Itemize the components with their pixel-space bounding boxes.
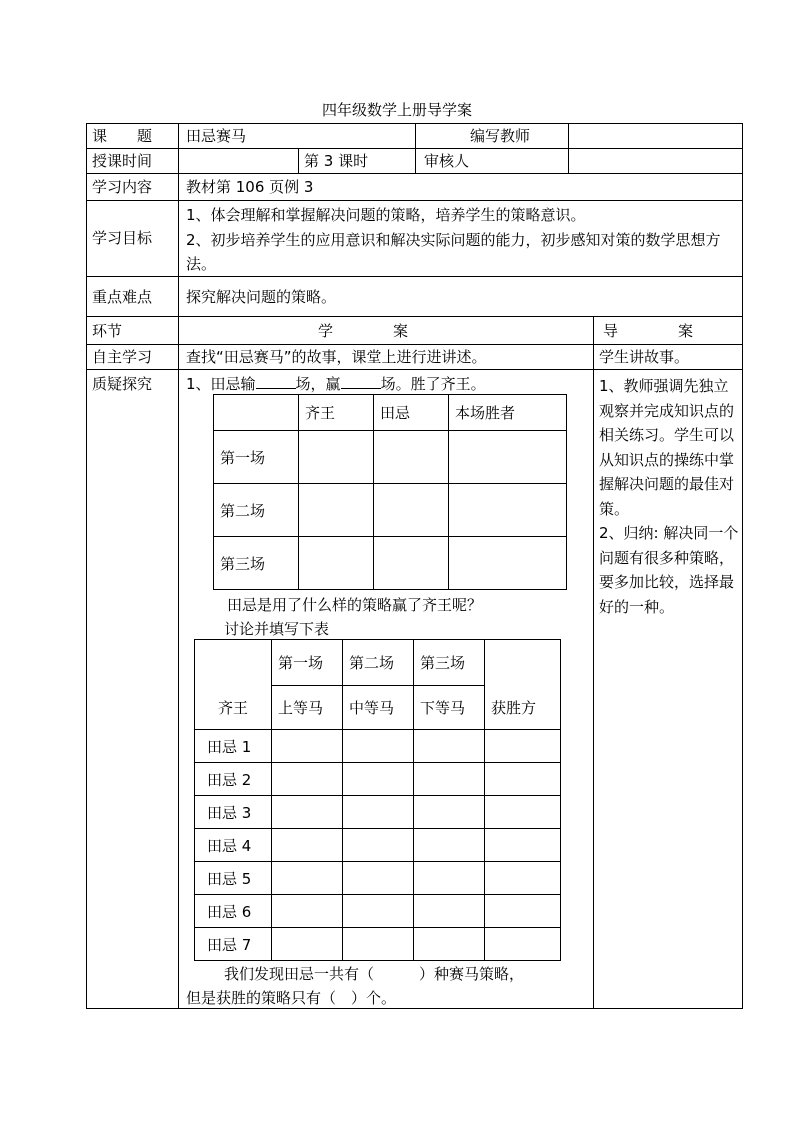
self-study-text: 查找“田忌赛马”的故事，课堂上进行进讲述。 [186,348,487,366]
strategy-cell[interactable] [485,763,561,796]
author-label: 编写教师 [470,127,531,145]
strategy-row-label: 田忌 7 [195,928,272,961]
key-label: 重点难点 [92,288,153,306]
strategy-cell[interactable] [272,730,343,763]
inquiry-label: 质疑探究 [92,375,153,393]
topic-label: 课 题 [92,127,153,145]
page-title: 四年级数学上册导学案 [321,101,472,119]
strategy-row-label: 田忌 3 [195,796,272,829]
discuss-text: 讨论并填写下表 [224,620,330,638]
match-row-label: 第二场 [214,484,299,537]
strategy-cell[interactable] [272,763,343,796]
strategy-cell[interactable] [414,730,485,763]
content-value: 教材第 106 页例 3 [186,178,314,196]
strategy-cell[interactable] [414,895,485,928]
topic-value: 田忌赛马 [186,127,247,145]
strategy-table [194,639,561,961]
match-table [213,394,567,590]
match-header-cell: 本场胜者 [449,395,567,431]
strategy-cell[interactable] [343,928,414,961]
q1-part-b: 场，赢 [295,375,341,393]
strategy-cell[interactable] [414,763,485,796]
match-cell[interactable] [299,484,374,537]
strategy-row-label: 田忌 5 [195,862,272,895]
strategy-cell[interactable] [414,862,485,895]
guide-plan-label: 导 案 [603,322,694,340]
strategy-cell[interactable] [343,862,414,895]
match-cell[interactable] [299,537,374,590]
strategy-cell[interactable] [272,829,343,862]
strategy-header-cell: 下等马 [414,686,485,730]
strategy-header-cell: 齐王 [195,686,272,730]
q1-part-c: 场。胜了齐王。 [380,375,486,393]
strategy-cell[interactable] [485,895,561,928]
period-value: 第 3 课时 [304,152,369,170]
strategy-cell[interactable] [414,796,485,829]
strategy-header-cell [485,640,561,686]
strategy-cell[interactable] [414,928,485,961]
match-cell[interactable] [449,537,567,590]
reviewer-label: 审核人 [424,152,470,170]
strategy-cell[interactable] [343,763,414,796]
match-row-label: 第三场 [214,537,299,590]
match-cell[interactable] [449,431,567,484]
conclusion-line2: 但是获胜的策略只有（ ）个。 [186,989,397,1007]
strategy-header-cell: 上等马 [272,686,343,730]
strategy-cell[interactable] [272,895,343,928]
match-cell[interactable] [374,431,449,484]
q1-part-a: 1、田忌输 [186,375,256,393]
self-study-label: 自主学习 [92,348,153,366]
strategy-header-cell: 第二场 [343,640,414,686]
strategy-cell[interactable] [485,829,561,862]
strategy-row-label: 田忌 6 [195,895,272,928]
goals-line2: 2、初步培养学生的应用意识和解决实际问题的能力，初步感知对策的数学思想方法。 [186,231,721,273]
study-plan-label: 学 案 [318,322,409,340]
strategy-header-cell: 获胜方 [485,686,561,730]
match-header-cell: 田忌 [374,395,449,431]
time-label: 授课时间 [92,152,153,170]
match-header-cell [214,395,299,431]
strategy-row-label: 田忌 1 [195,730,272,763]
goals-label: 学习目标 [92,229,153,247]
strategy-cell[interactable] [272,796,343,829]
content-label: 学习内容 [92,178,153,196]
strategy-cell[interactable] [485,928,561,961]
strategy-header-cell: 第三场 [414,640,485,686]
match-row-label: 第一场 [214,431,299,484]
strategy-header-cell: 中等马 [343,686,414,730]
strategy-cell[interactable] [343,796,414,829]
match-cell[interactable] [374,537,449,590]
key-value: 探究解决问题的策略。 [186,288,337,306]
guide-text: 1、教师强调先独立观察并完成知识点的相关练习。学生可以从知识点的操练中掌握解决问题的最佳对策。 2、归纳: 解决同一个问题有很多种策略，要多加比较，选择最好的一种。 [599,377,739,616]
strategy-cell[interactable] [272,928,343,961]
match-cell[interactable] [299,431,374,484]
strategy-cell[interactable] [343,829,414,862]
match-cell[interactable] [449,484,567,537]
strategy-cell[interactable] [343,895,414,928]
strategy-cell[interactable] [485,796,561,829]
strategy-header-cell [195,640,272,686]
stage-label: 环节 [92,322,123,340]
question-1 [186,374,486,394]
match-header-cell: 齐王 [299,395,374,431]
strategy-header-cell: 第一场 [272,640,343,686]
strategy-cell[interactable] [343,730,414,763]
match-cell[interactable] [374,484,449,537]
strategy-row-label: 田忌 2 [195,763,272,796]
goals-line1: 1、体会理解和掌握解决问题的策略，培养学生的策略意识。 [186,206,586,224]
strategy-row-label: 田忌 4 [195,829,272,862]
strategy-cell[interactable] [272,862,343,895]
conclusion-line1: 我们发现田忌一共有（ ）种赛马策略， [224,965,525,983]
strategy-cell[interactable] [414,829,485,862]
question-text: 田忌是用了什么样的策略赢了齐王呢？ [227,596,483,614]
blank-lost[interactable] [256,374,296,389]
self-study-guide: 学生讲故事。 [599,348,690,366]
strategy-cell[interactable] [485,730,561,763]
blank-won[interactable] [341,374,381,389]
strategy-cell[interactable] [485,862,561,895]
